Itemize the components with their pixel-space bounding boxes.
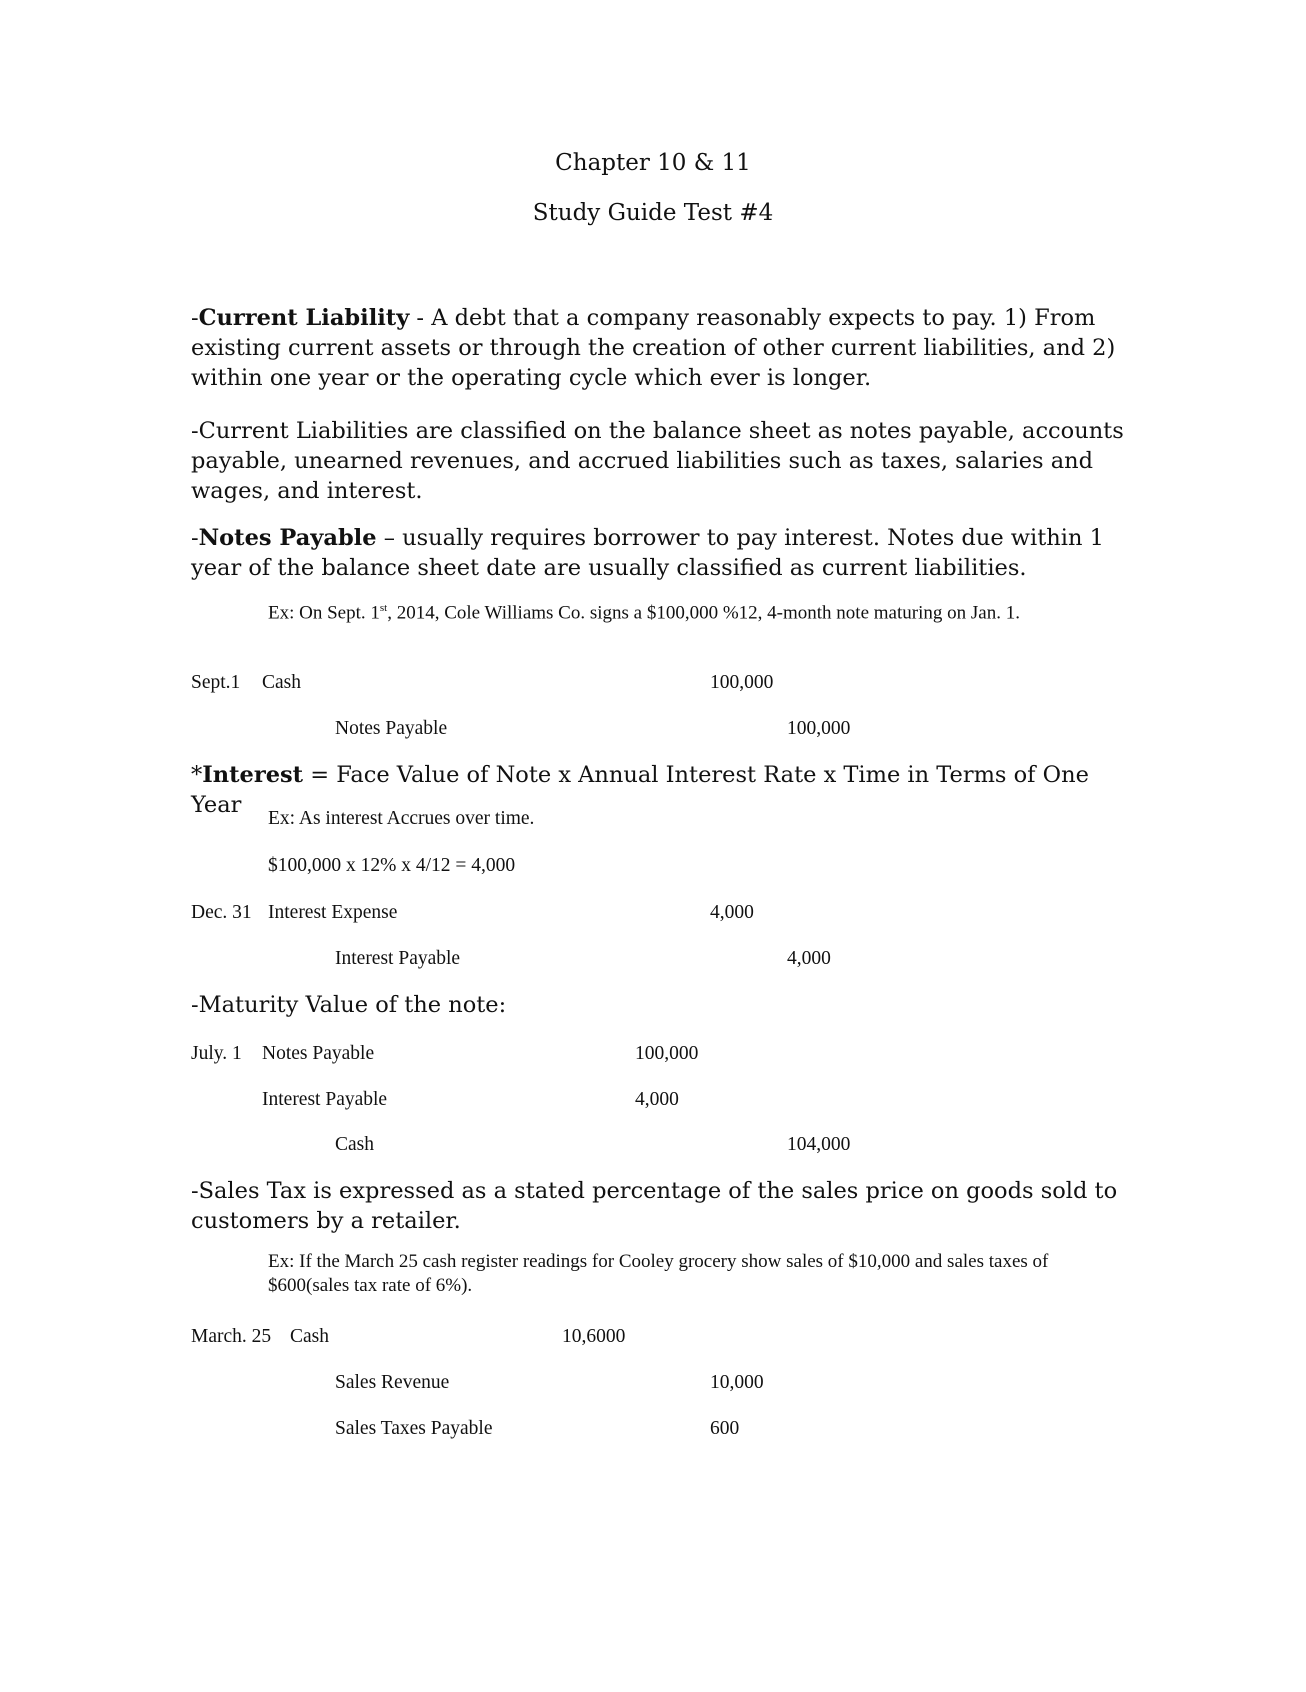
chapter-title: Chapter 10 & 11 <box>555 150 751 176</box>
classification-paragraph: -Current Liabilities are classified on the balance sheet as notes payable, accounts payable, unearned revenues, and accrued liabilities such as taxes, salaries and wages, and interest. <box>191 418 1124 504</box>
entry3-debit2-account: Interest Payable <box>262 1089 388 1110</box>
sales-tax-paragraph: -Sales Tax is expressed as a stated percentage of the sales price on goods sold to customers by a retailer. <box>191 1178 1118 1234</box>
entry4-debit-account: Cash <box>290 1326 329 1347</box>
example-interest: Ex: As interest Accrues over time. <box>268 808 535 829</box>
entry2-debit-account: Interest Expense <box>268 902 398 923</box>
notes-payable-paragraph: -Notes Payable – usually requires borrower to pay interest. Notes due within 1 year of the balance sheet date are usually classified as current liabilities. <box>191 525 1104 581</box>
entry4-credit2-account: Sales Taxes Payable <box>335 1418 493 1439</box>
entry4-credit2-amount: 600 <box>710 1418 740 1439</box>
entry1-credit-account: Notes Payable <box>335 718 448 739</box>
entry3-credit-account: Cash <box>335 1134 374 1155</box>
entry1-credit-amount: 100,000 <box>787 718 851 739</box>
example-note: Ex: On Sept. 1st, 2014, Cole Williams Co. signs a $100,000 %12, 4-month note maturing on Jan. 1. <box>268 602 1020 624</box>
entry3-debit1-account: Notes Payable <box>262 1043 375 1064</box>
example-sales-tax: Ex: If the March 25 cash register readings for Cooley grocery show sales of $10,000 and sales taxes of $600(sales tax rate of 6%). <box>268 1251 1049 1296</box>
entry2-debit-amount: 4,000 <box>710 902 754 923</box>
interest-formula: *Interest = Face Value of Note x Annual Interest Rate x Time in Terms of One Year <box>191 762 1089 818</box>
interest-term: Interest <box>202 762 304 788</box>
entry4-debit-amount: 10,6000 <box>562 1326 626 1347</box>
entry3-date: July. 1 <box>191 1043 242 1064</box>
entry3-debit1-amount: 100,000 <box>635 1043 699 1064</box>
current-liability-term: Current Liability <box>198 305 410 331</box>
entry4-credit1-amount: 10,000 <box>710 1372 764 1393</box>
maturity-heading: -Maturity Value of the note: <box>191 992 507 1018</box>
entry2-credit-account: Interest Payable <box>335 948 461 969</box>
current-liability-paragraph: -Current Liability - A debt that a company reasonably expects to pay. 1) From existing current assets or through the creation of other current liabilities, and 2) within one year or the operating cycle which ever is longer. <box>191 305 1116 391</box>
entry1-date: Sept.1 <box>191 672 241 693</box>
entry4-credit1-account: Sales Revenue <box>335 1372 450 1393</box>
entry4-date: March. 25 <box>191 1326 272 1347</box>
page-subtitle: Study Guide Test #4 <box>532 200 774 226</box>
entry2-date: Dec. 31 <box>191 902 252 923</box>
entry1-debit-amount: 100,000 <box>710 672 774 693</box>
entry1-debit-account: Cash <box>262 672 301 693</box>
interest-calculation: $100,000 x 12% x 4/12 = 4,000 <box>268 855 516 876</box>
entry2-credit-amount: 4,000 <box>787 948 831 969</box>
notes-payable-term: Notes Payable <box>198 525 377 551</box>
entry3-credit-amount: 104,000 <box>787 1134 851 1155</box>
entry3-debit2-amount: 4,000 <box>635 1089 679 1110</box>
